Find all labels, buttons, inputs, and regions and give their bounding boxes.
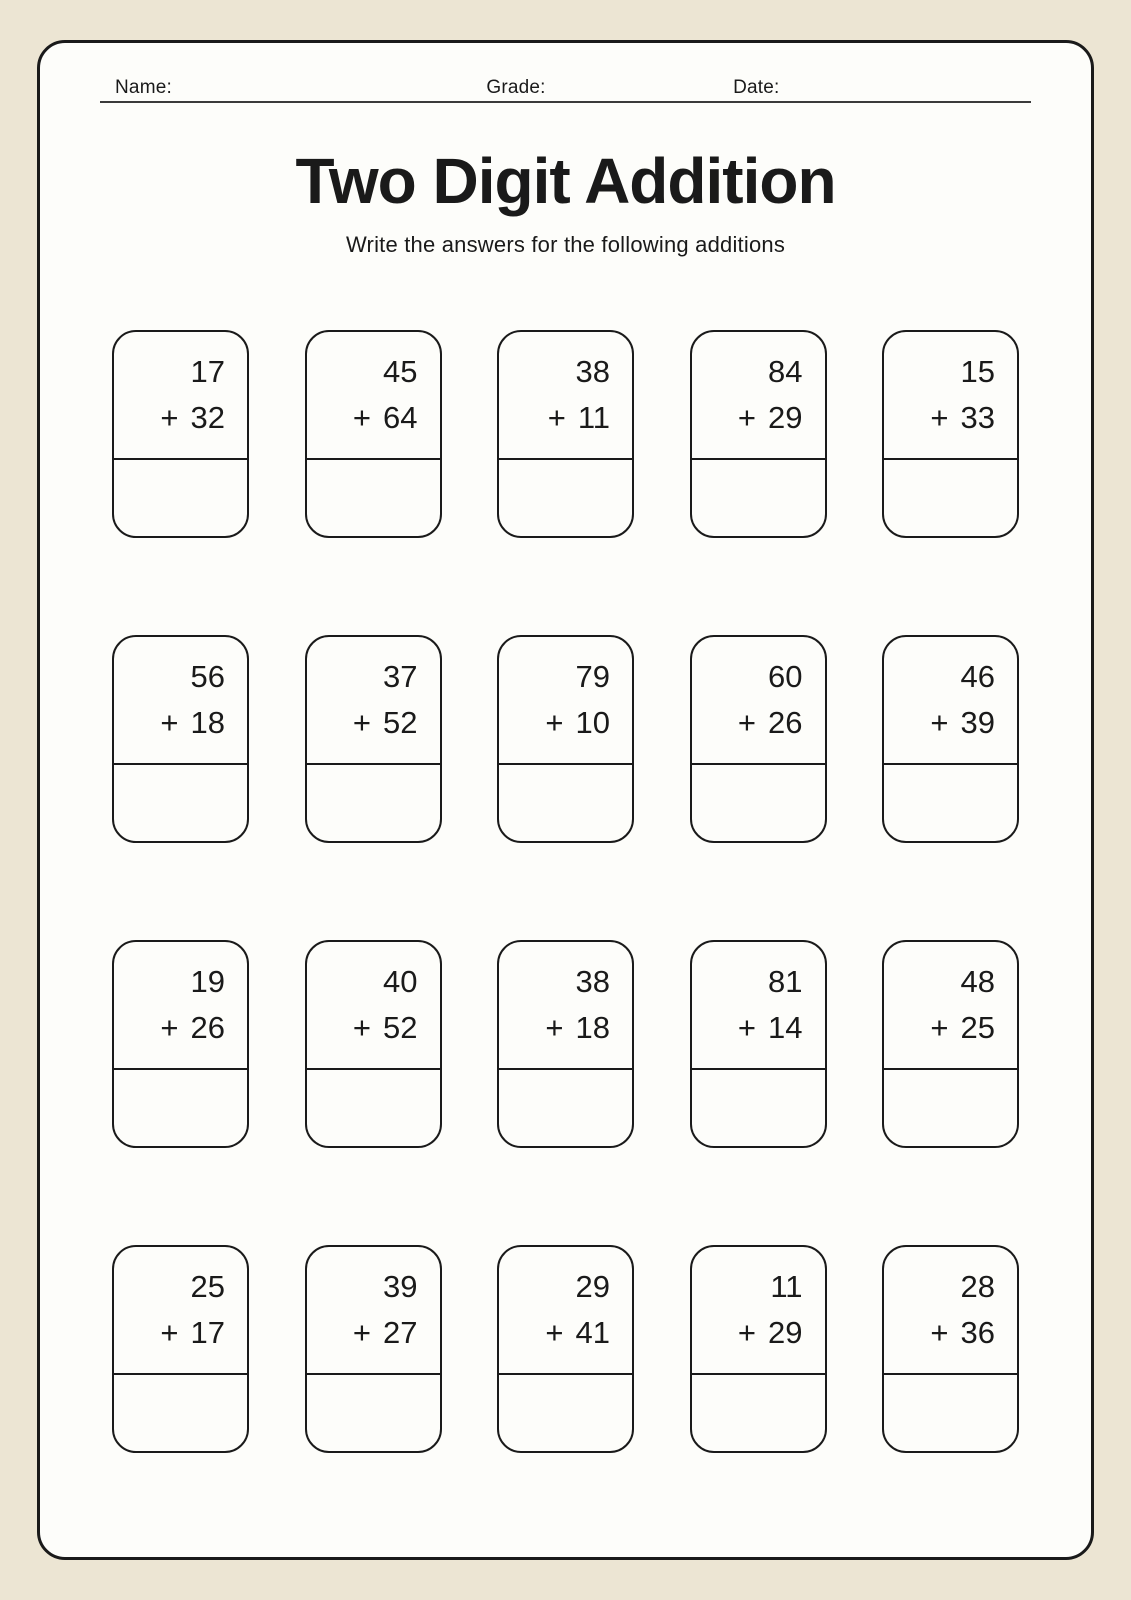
plus-operator: +	[352, 1315, 372, 1351]
problem-operands	[114, 637, 247, 763]
problems-row-2	[112, 635, 1019, 843]
problem-operands	[884, 637, 1017, 763]
plus-operator: +	[930, 1315, 949, 1351]
problems-row-1	[112, 330, 1019, 538]
addend-2: 14	[768, 1010, 803, 1046]
addition-problem-card	[305, 940, 442, 1148]
plus-operator: +	[545, 1010, 564, 1046]
addition-problem-card	[112, 1245, 249, 1453]
addition-problem-card	[305, 1245, 442, 1453]
problem-operands	[884, 1247, 1017, 1373]
problem-operands	[692, 1247, 825, 1373]
problem-operands	[692, 332, 825, 458]
addend-2: 39	[960, 705, 995, 741]
worksheet-page	[37, 40, 1094, 1560]
answer-space[interactable]	[884, 765, 1017, 841]
plus-operator: +	[352, 1010, 372, 1046]
answer-space[interactable]	[499, 765, 632, 841]
problem-operands	[499, 1247, 632, 1373]
addend-2: 17	[190, 1315, 225, 1351]
addend-1: 38	[575, 964, 610, 1000]
addend-1: 29	[575, 1269, 610, 1305]
plus-operator: +	[545, 705, 564, 741]
addend-1: 60	[768, 659, 803, 695]
addend-1: 37	[383, 659, 418, 695]
problem-operands	[692, 637, 825, 763]
addend-2: 27	[383, 1315, 418, 1351]
addend-2: 52	[383, 1010, 418, 1046]
addend-2: 29	[768, 1315, 803, 1351]
problem-operands	[114, 332, 247, 458]
addend-1: 38	[575, 354, 610, 390]
page-subtitle: Write the answers for the following additions	[345, 232, 786, 258]
addition-problem-card	[112, 635, 249, 843]
answer-space[interactable]	[307, 1375, 440, 1451]
plus-operator: +	[547, 400, 566, 436]
problem-operands	[499, 637, 632, 763]
addend-2: 18	[190, 705, 225, 741]
addition-problem-card	[882, 635, 1019, 843]
addend-2: 29	[768, 400, 803, 436]
problems-row-3	[112, 940, 1019, 1148]
answer-space[interactable]	[499, 1070, 632, 1146]
problem-operands	[499, 332, 632, 458]
problem-operands	[884, 332, 1017, 458]
answer-space[interactable]	[114, 1070, 247, 1146]
plus-operator: +	[930, 1010, 949, 1046]
addend-2: 52	[383, 705, 418, 741]
addition-problem-card	[882, 330, 1019, 538]
addend-1: 81	[768, 964, 803, 1000]
addend-2: 18	[575, 1010, 610, 1046]
problem-operands	[307, 332, 440, 458]
addition-problem-card	[305, 330, 442, 538]
addition-problem-card	[690, 330, 827, 538]
addition-problem-card	[882, 1245, 1019, 1453]
addend-1: 48	[960, 964, 995, 1000]
plus-operator: +	[737, 1010, 757, 1046]
problem-operands	[114, 1247, 247, 1373]
addition-problem-card	[112, 940, 249, 1148]
answer-space[interactable]	[307, 765, 440, 841]
plus-operator: +	[930, 400, 949, 436]
addend-1: 19	[190, 964, 225, 1000]
addition-problem-card	[497, 330, 634, 538]
addition-problem-card	[497, 940, 634, 1148]
plus-operator: +	[160, 400, 179, 436]
plus-operator: +	[737, 1315, 757, 1351]
addend-2: 10	[575, 705, 610, 741]
answer-space[interactable]	[307, 1070, 440, 1146]
addition-problem-card	[497, 1245, 634, 1453]
addition-problem-card	[305, 635, 442, 843]
problems-grid	[112, 330, 1019, 1453]
addend-1: 40	[383, 964, 418, 1000]
plus-operator: +	[737, 400, 757, 436]
addition-problem-card	[112, 330, 249, 538]
meta-header	[100, 77, 1031, 103]
addend-2: 32	[190, 400, 225, 436]
date-label: Date:	[733, 77, 780, 98]
answer-space[interactable]	[499, 1375, 632, 1451]
answer-space[interactable]	[114, 1375, 247, 1451]
addition-problem-card	[497, 635, 634, 843]
addend-1: 17	[190, 354, 225, 390]
addend-2: 36	[960, 1315, 995, 1351]
problem-operands	[307, 637, 440, 763]
answer-space[interactable]	[307, 460, 440, 536]
answer-space[interactable]	[884, 1070, 1017, 1146]
plus-operator: +	[160, 705, 179, 741]
addend-1: 79	[575, 659, 610, 695]
plus-operator: +	[737, 705, 757, 741]
addend-2: 11	[577, 400, 610, 436]
addition-problem-card	[882, 940, 1019, 1148]
answer-space[interactable]	[884, 1375, 1017, 1451]
answer-space[interactable]	[114, 765, 247, 841]
plus-operator: +	[160, 1315, 179, 1351]
answer-space[interactable]	[114, 460, 247, 536]
problem-operands	[307, 1247, 440, 1373]
answer-space[interactable]	[692, 765, 825, 841]
addend-1: 15	[960, 354, 995, 390]
plus-operator: +	[160, 1010, 179, 1046]
answer-space[interactable]	[499, 460, 632, 536]
plus-operator: +	[352, 400, 372, 436]
plus-operator: +	[545, 1315, 564, 1351]
plus-operator: +	[352, 705, 372, 741]
answer-space[interactable]	[884, 460, 1017, 536]
addition-problem-card	[690, 1245, 827, 1453]
problem-operands	[307, 942, 440, 1068]
answer-space[interactable]	[692, 460, 825, 536]
answer-space[interactable]	[692, 1070, 825, 1146]
addend-2: 41	[575, 1315, 610, 1351]
addend-2: 25	[960, 1010, 995, 1046]
addition-problem-card	[690, 940, 827, 1148]
addend-1: 25	[190, 1269, 225, 1305]
addend-2: 33	[960, 400, 995, 436]
addition-problem-card	[690, 635, 827, 843]
name-label: Name:	[115, 77, 172, 98]
problem-operands	[114, 942, 247, 1068]
grade-label: Grade:	[486, 77, 546, 98]
addend-1: 46	[960, 659, 995, 695]
addend-1: 45	[383, 354, 418, 390]
addend-2: 26	[190, 1010, 225, 1046]
addend-1: 28	[960, 1269, 995, 1305]
addend-2: 26	[768, 705, 803, 741]
addend-1: 56	[190, 659, 225, 695]
answer-space[interactable]	[692, 1375, 825, 1451]
problem-operands	[692, 942, 825, 1068]
plus-operator: +	[930, 705, 949, 741]
page-title: Two Digit Addition	[295, 145, 836, 217]
problem-operands	[884, 942, 1017, 1068]
addend-1: 84	[768, 354, 803, 390]
addend-1: 11	[770, 1269, 803, 1305]
addend-2: 64	[383, 400, 418, 436]
problems-row-4	[112, 1245, 1019, 1453]
addend-1: 39	[383, 1269, 418, 1305]
problem-operands	[499, 942, 632, 1068]
